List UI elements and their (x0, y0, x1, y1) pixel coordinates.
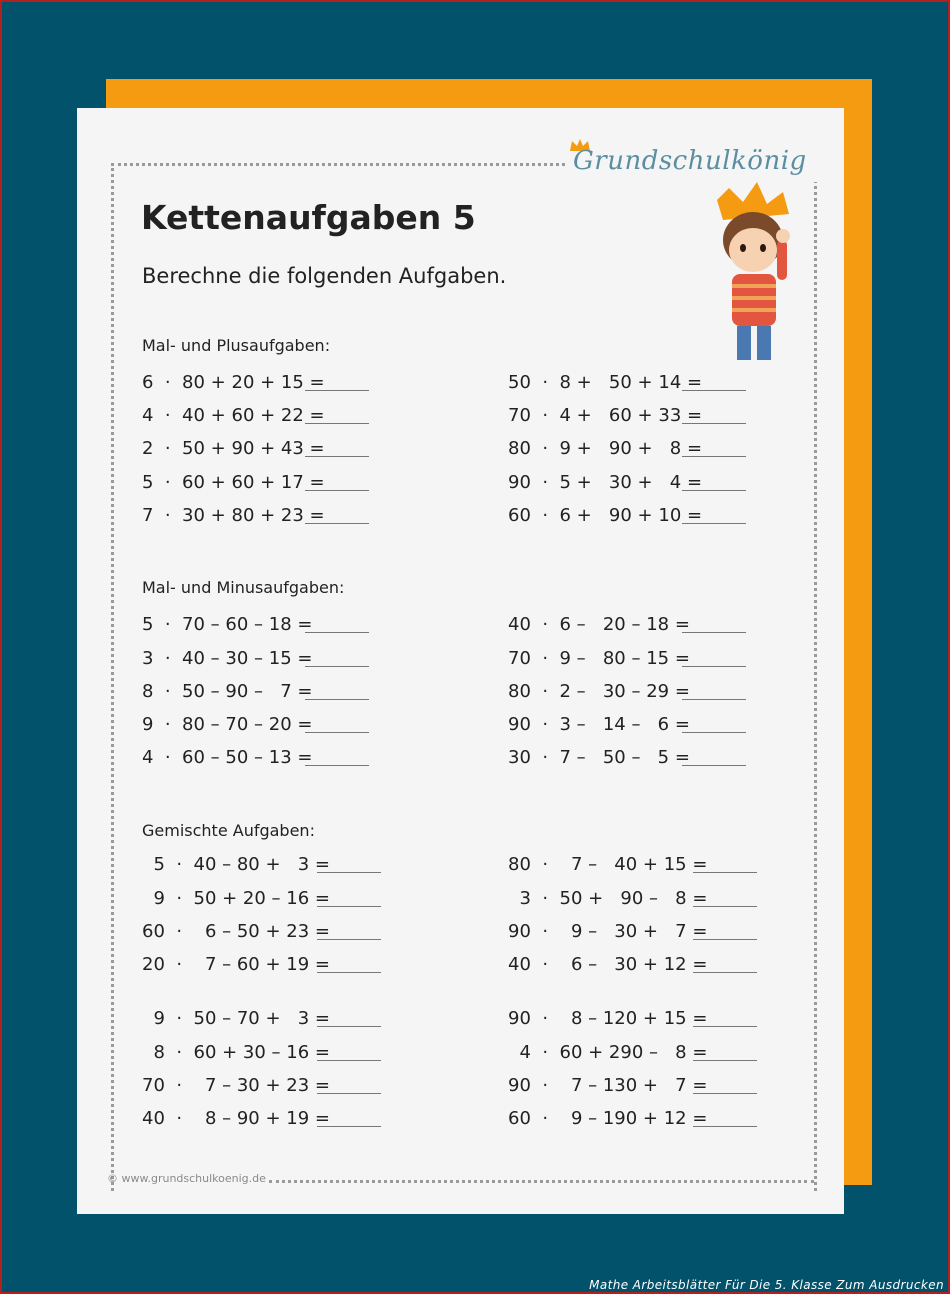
equation: 8 · 50 – 90 – 7 = (142, 681, 313, 702)
answer-line[interactable] (693, 1093, 757, 1094)
equation: 7 · 30 + 80 + 23 = (142, 505, 325, 526)
equation: 4 · 60 + 290 – 8 = (508, 1042, 708, 1063)
section-label-mixed: Gemischte Aufgaben: (142, 821, 315, 840)
answer-line[interactable] (693, 872, 757, 873)
answer-line[interactable] (305, 390, 369, 391)
answer-line[interactable] (682, 732, 746, 733)
answer-line[interactable] (305, 456, 369, 457)
equation: 90 · 8 – 120 + 15 = (508, 1008, 708, 1029)
equation: 8 · 60 + 30 – 16 = (142, 1042, 330, 1063)
answer-line[interactable] (317, 1093, 381, 1094)
answer-line[interactable] (305, 765, 369, 766)
answer-line[interactable] (317, 939, 381, 940)
answer-line[interactable] (317, 872, 381, 873)
equation: 50 · 8 + 50 + 14 = (508, 372, 703, 393)
answer-line[interactable] (317, 1126, 381, 1127)
answer-line[interactable] (305, 666, 369, 667)
answer-line[interactable] (682, 490, 746, 491)
answer-line[interactable] (682, 699, 746, 700)
answer-line[interactable] (305, 423, 369, 424)
answer-line[interactable] (682, 632, 746, 633)
section-label-minus: Mal- und Minusaufgaben: (142, 578, 345, 597)
answer-line[interactable] (317, 972, 381, 973)
equation: 5 · 60 + 60 + 17 = (142, 472, 325, 493)
answer-line[interactable] (693, 972, 757, 973)
footer-credit: © www.grundschulkoenig.de (107, 1172, 266, 1185)
answer-line[interactable] (682, 390, 746, 391)
answer-line[interactable] (682, 456, 746, 457)
answer-line[interactable] (682, 523, 746, 524)
equation: 40 · 6 – 20 – 18 = (508, 614, 690, 635)
equation: 90 · 5 + 30 + 4 = (508, 472, 703, 493)
answer-line[interactable] (317, 906, 381, 907)
answer-line[interactable] (693, 1060, 757, 1061)
answer-line[interactable] (693, 939, 757, 940)
equation: 90 · 9 – 30 + 7 = (508, 921, 708, 942)
answer-line[interactable] (693, 906, 757, 907)
equation: 5 · 40 – 80 + 3 = (142, 854, 330, 875)
equation: 60 · 6 – 50 + 23 = (142, 921, 330, 942)
instructions: Berechne die folgenden Aufgaben. (142, 264, 507, 288)
answer-line[interactable] (693, 1126, 757, 1127)
equation: 20 · 7 – 60 + 19 = (142, 954, 330, 975)
equation: 80 · 9 + 90 + 8 = (508, 438, 703, 459)
answer-line[interactable] (682, 765, 746, 766)
equation: 30 · 7 – 50 – 5 = (508, 747, 690, 768)
equation: 4 · 40 + 60 + 22 = (142, 405, 325, 426)
equation: 2 · 50 + 90 + 43 = (142, 438, 325, 459)
equation: 9 · 80 – 70 – 20 = (142, 714, 313, 735)
equation: 4 · 60 – 50 – 13 = (142, 747, 313, 768)
answer-line[interactable] (317, 1026, 381, 1027)
page-title: Kettenaufgaben 5 (141, 198, 476, 237)
equation: 90 · 7 – 130 + 7 = (508, 1075, 708, 1096)
brand-logo: Grundschulkönig (573, 146, 807, 176)
equation: 6 · 80 + 20 + 15 = (142, 372, 325, 393)
equation: 40 · 6 – 30 + 12 = (508, 954, 708, 975)
equation: 9 · 50 – 70 + 3 = (142, 1008, 330, 1029)
answer-line[interactable] (682, 666, 746, 667)
answer-line[interactable] (317, 1060, 381, 1061)
answer-line[interactable] (305, 732, 369, 733)
equation: 70 · 4 + 60 + 33 = (508, 405, 703, 426)
image-caption: Mathe Arbeitsblätter Für Die 5. Klasse Zum Ausdrucken (589, 1278, 944, 1292)
answer-line[interactable] (305, 699, 369, 700)
boy-illustration (699, 180, 809, 360)
equation: 40 · 8 – 90 + 19 = (142, 1108, 330, 1129)
answer-line[interactable] (305, 490, 369, 491)
equation: 9 · 50 + 20 – 16 = (142, 888, 330, 909)
worksheet (77, 108, 844, 1214)
equation: 70 · 9 – 80 – 15 = (508, 648, 690, 669)
answer-line[interactable] (682, 423, 746, 424)
answer-line[interactable] (305, 632, 369, 633)
equation: 5 · 70 – 60 – 18 = (142, 614, 313, 635)
footer-dotted-line (269, 1180, 814, 1183)
equation: 80 · 7 – 40 + 15 = (508, 854, 708, 875)
equation: 80 · 2 – 30 – 29 = (508, 681, 690, 702)
answer-line[interactable] (693, 1026, 757, 1027)
answer-line[interactable] (305, 523, 369, 524)
equation: 90 · 3 – 14 – 6 = (508, 714, 690, 735)
equation: 3 · 50 + 90 – 8 = (508, 888, 708, 909)
equation: 3 · 40 – 30 – 15 = (142, 648, 313, 669)
section-label-plus: Mal- und Plusaufgaben: (142, 336, 331, 355)
equation: 70 · 7 – 30 + 23 = (142, 1075, 330, 1096)
equation: 60 · 6 + 90 + 10 = (508, 505, 703, 526)
equation: 60 · 9 – 190 + 12 = (508, 1108, 708, 1129)
